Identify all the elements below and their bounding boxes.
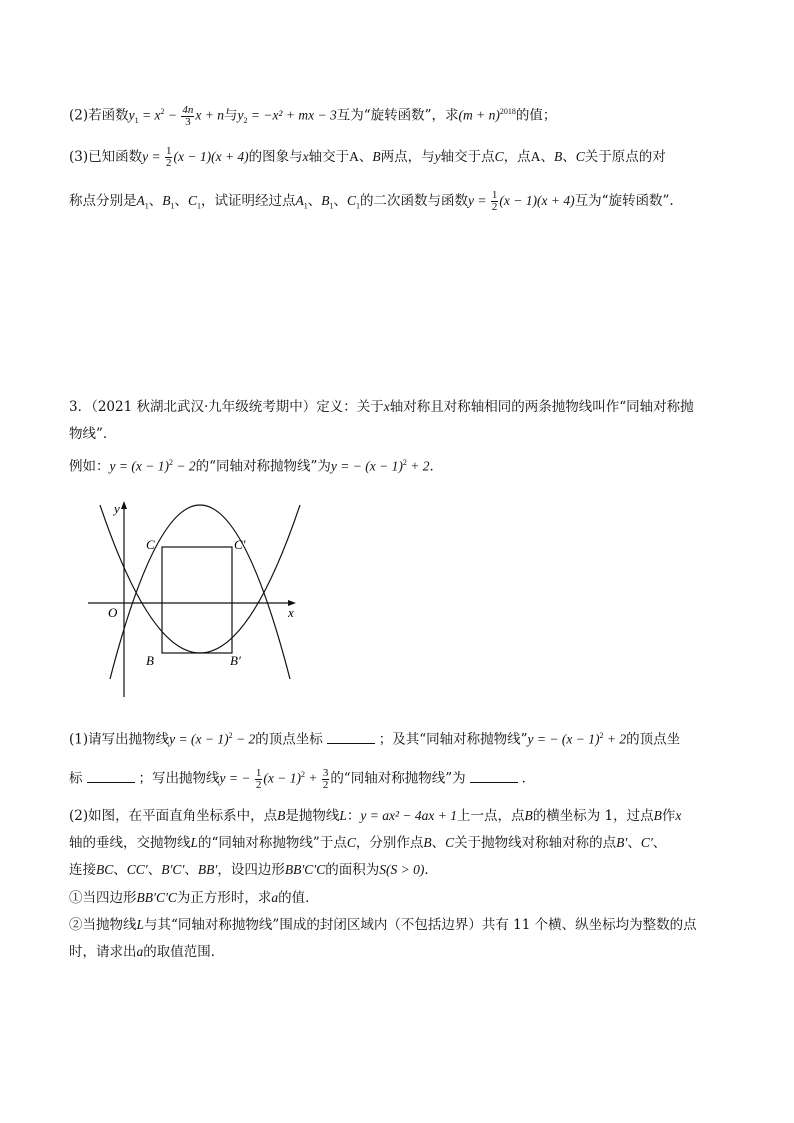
q3-part2-item-1: ①当四边形BB′C′C为正方形时，求a的值．	[69, 890, 319, 906]
problem-3-example: 例如：$y = (x - 1)^2 - 2$的“同轴对称抛物线”为y = − $(x - 1)^2 + 2$．	[69, 458, 443, 475]
parabola-figure	[80, 497, 310, 702]
q3-part1-line-2: 标 ；写出抛物线y = − $\frac{1}{2}$ $(x - 1)^2$ + $\frac{3}{2}$ 的“同轴对称抛物线”为 ．	[69, 766, 536, 791]
label-C: C	[146, 537, 155, 552]
upward-parabola	[100, 505, 300, 653]
q3-part2-line-3: 连接BC、CC′、B′C′、BB′，设四边形BB′C′C的面积为S(S > 0)．	[69, 862, 438, 878]
question-3-line-1: (3)已知函数y = $\frac{1}{2}$ (x − 1)(x + 4)的图象与x轴交于A、B两点，与y轴交于点C，点A、B、C关于原点的对	[69, 145, 666, 169]
answer-blank-2[interactable]	[87, 768, 135, 783]
question-3-line-2: 称点分别是$A_1$、$B_1$、$C_1$，试证明经过点$A_1$、$B_1$、$C_1$的二次函数与函数y = $\frac{1}{2}$ (x − 1)(x + 4)互为“旋转函数”.	[69, 189, 674, 213]
label-origin: O	[108, 605, 118, 620]
q3-part2-item-2-cont: 时，请求出a的取值范围．	[69, 944, 225, 960]
label-B-prime: B′	[230, 653, 241, 668]
fraction-half: $\frac{1}{2}$	[165, 145, 172, 169]
var-y1: y	[128, 107, 135, 123]
q3-part2-item-2: ②当抛物线L与其“同轴对称抛物线”围成的封闭区域内（不包括边界）共有 11 个横、纵坐标均为整数的点	[69, 917, 697, 933]
fraction-three-halves: $\frac{3}{2}$	[322, 766, 329, 791]
fraction-4n-3: $\frac{4n}{3}$	[182, 103, 194, 128]
q3-part1-line-1: (1)请写出抛物线$y = (x - 1)^2 - 2$的顶点坐标 ；及其“同轴对称抛物线”y = − $(x - 1)^2 + 2$的顶点坐	[69, 726, 734, 750]
q3-part2-line-1: (2)如图，在平面直角坐标系中，点B是抛物线L：y = ax² − 4ax + 1上一点，点B的横坐标为 1，过点B作x	[69, 808, 682, 824]
answer-blank-1[interactable]	[327, 729, 375, 744]
answer-blank-3[interactable]	[470, 768, 518, 783]
label-B: B	[146, 653, 154, 668]
question-2-line: (2)若函数$y_1 = x^2$ − $\frac{4n}{3}$ x + n与$y_2 = -x^2$ + mx − 3互为“旋转函数”，求$(m + n)^{2018}$的值；	[69, 103, 557, 128]
label-y: y	[114, 501, 120, 516]
fraction-half-2: $\frac{1}{2}$	[491, 189, 498, 213]
y-axis-arrow	[121, 501, 127, 509]
problem-3-intro-line-1: 3．（2021 秋湖北武汉·九年级统考期中）定义：关于x轴对称且对称轴相同的两条抛物线叫作“同轴对称抛	[69, 399, 694, 415]
label-C-prime: C′	[234, 537, 246, 552]
fraction-one-half: $\frac{1}{2}$	[255, 766, 262, 791]
q3-part2-line-2: 轴的垂线，交抛物线L的“同轴对称抛物线”于点C，分别作点B、C关于抛物线对称轴对称的点B′、C′、	[69, 835, 667, 851]
label-x: x	[288, 605, 294, 620]
problem-3-intro-line-2: 物线”．	[69, 426, 117, 442]
quadrilateral-BBCC	[162, 547, 232, 653]
